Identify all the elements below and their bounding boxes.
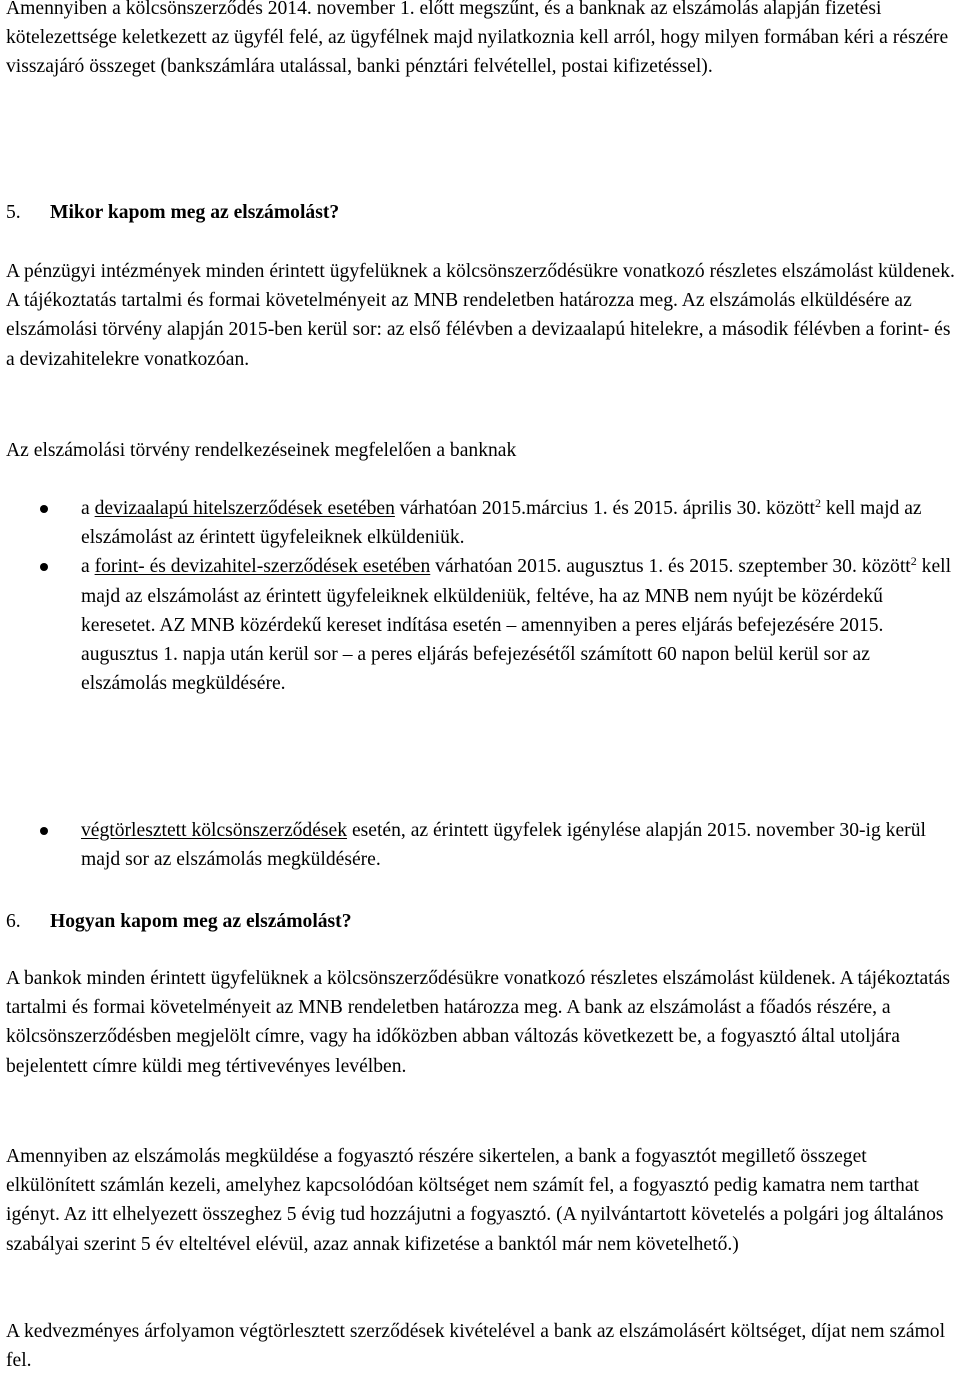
deadline-bullet-list <box>0 494 960 698</box>
section-6-title: Hogyan kapom meg az elszámolást? <box>50 911 352 932</box>
section-6-paragraph-3: A kedvezményes árfolyamon végtörlesztett szerződések kivételével a bank az elszámolásért költséget, díjat nem számol fel. <box>6 1321 946 1372</box>
section-5-number: 5. <box>6 202 21 223</box>
section-6-number: 6. <box>6 911 21 932</box>
bullet-3-underlined-term: végtörlesztett kölcsönszerződések <box>81 820 348 841</box>
section-5-paragraph-1: A pénzügyi intézmények minden érintett ügyfelüknek a kölcsönszerződésükre vonatkozó részletes elszámolást küldenek. A tájékoztatás tartalmi és formai követelményeit az MNB rendeletben határozza meg. Az elszámolás elküldésére az elszámolási törvény alapján 2015-ben kerül sor: az első félévben a devizaalapú hitelekre, a második félévben a forint- és a devizahitelekre vonatkozóan. <box>6 261 955 370</box>
footnote-ref-2: 2 <box>910 554 917 569</box>
bullet-forint-and-fx-loans <box>0 552 956 698</box>
bullet-2-prefix: a <box>81 556 95 578</box>
section-6-heading <box>6 907 352 936</box>
bullet-1-text: kell majd az elszámolást az érintett ügyfeleiknek elküldeniük. <box>81 498 922 549</box>
early-repayment-bullet-list <box>0 816 960 874</box>
bullet-2-text: kell majd az elszámolást az érintett ügyfeleiknek elküldeniük, feltéve, ha az MNB nem nyújt be közérdekű keresetet. AZ MNB közérdekű kereset indítása esetén – amennyiben a peres eljárás befejezésére 2015. augusztus 1. napja után kerül sor – a peres eljárás befejezésétől számított 60 napon belül kerül sor az elszámolás megküldésére. <box>81 556 952 695</box>
bullet-1-prefix: a <box>81 498 95 519</box>
section-5-paragraph-2: Az elszámolási törvény rendelkezéseinek megfelelően a banknak <box>6 440 517 461</box>
footnote-ref-2: 2 <box>814 496 821 510</box>
section-6-paragraph-1: A bankok minden érintett ügyfelüknek a kölcsönszerződésükre vonatkozó részletes elszámolást küldenek. A tájékoztatás tartalmi és formai követelményeit az MNB rendeletben határozza meg. A bank az elszámolást a főadós részére, a kölcsönszerződésben megjelölt címre, vagy ha időközben abban változás következett be, a fogyasztó által utoljára bejelentett címre küldi meg tértivevényes levélben. <box>6 968 951 1077</box>
bullet-1-underlined-term: devizaalapú hitelszerződések esetében <box>94 498 395 519</box>
section-5-heading <box>6 198 339 227</box>
bullet-early-repaid-loans <box>0 816 956 874</box>
bullet-2-dates: várhatóan 2015. augusztus 1. és 2015. szeptember 30. között <box>430 556 911 578</box>
intro-paragraph: Amennyiben a kölcsönszerződés 2014. november 1. előtt megszűnt, és a banknak az elszámolás alapján fizetési kötelezettsége keletkezett az ügyfél felé, az ügyfélnek majd nyilatkoznia kell arról, hogy milyen formában kéri a részére visszajáró összeget (bankszámlára utalással, banki pénztári felvétellel, postai kifizetéssel). <box>6 0 949 78</box>
bullet-foreign-currency-based <box>0 494 956 552</box>
bullet-3-text: esetén, az érintett ügyfelek igénylése alapján 2015. november 30-ig kerül majd sor az elszámolás megküldésére. <box>81 820 926 871</box>
section-6-paragraph-2: Amennyiben az elszámolás megküldése a fogyasztó részére sikertelen, a bank a fogyasztót megillető összeget elkülönített számlán kezeli, amelyhez kapcsolódóan költséget nem számít fel, a fogyasztó pedig kamatra nem tarthat igényt. Az itt elhelyezett összeghez 5 évig tud hozzájutni a fogyasztó. (A nyilvántartott követelés a polgári jog általános szabályai szerint 5 év elteltével elévül, azaz annak kifizetése a banktól már nem követelhető.) <box>6 1146 944 1255</box>
bullet-dot-icon <box>40 505 48 513</box>
section-5-title: Mikor kapom meg az elszámolást? <box>50 202 340 223</box>
bullet-dot-icon <box>40 563 48 571</box>
bullet-2-underlined-term: forint- és devizahitel-szerződések esetében <box>94 556 431 578</box>
bullet-dot-icon <box>40 827 48 835</box>
bullet-1-dates: várhatóan 2015.március 1. és 2015. április 30. között <box>394 498 815 519</box>
